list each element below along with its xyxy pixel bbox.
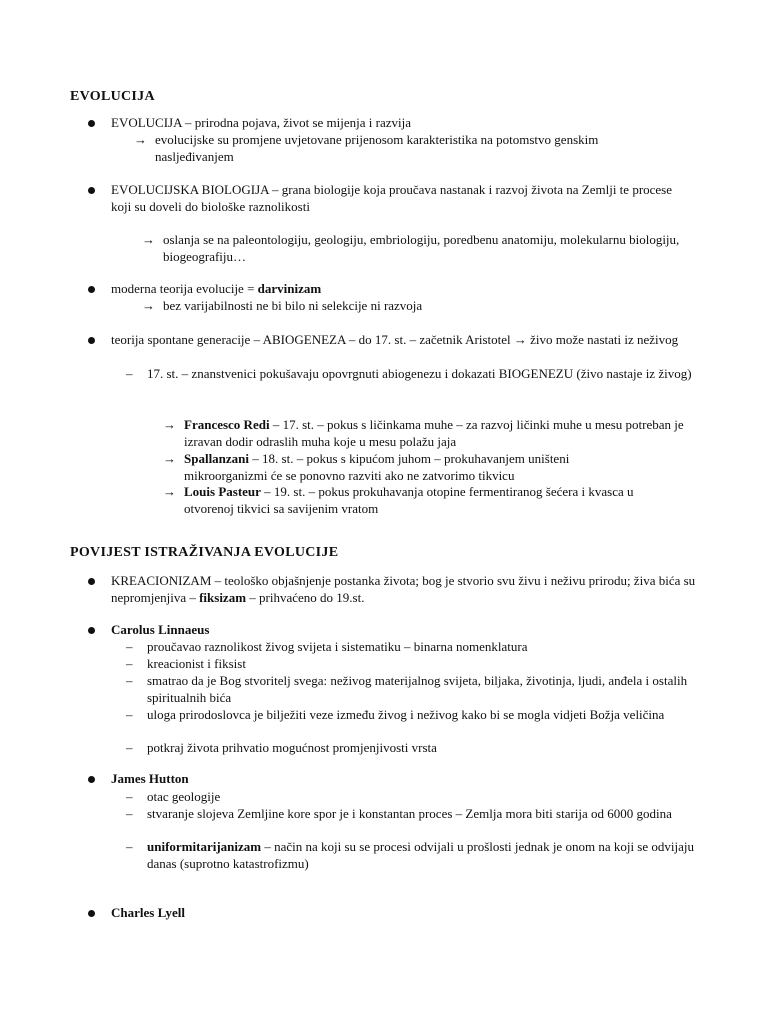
hutton-item: stvaranje slojeva Zemljine kore spor je i konstantan proces – Zemlja mora biti starija od 6000 godina [147,806,672,821]
hutton-item: otac geologije [147,789,221,804]
bullet-evolucijska-biologija: EVOLUCIJSKA BIOLOGIJA – grana biologije koja proučava nastanak i razvoj života na Zemlji te procese koji su doveli do biološke raznolikosti [111,182,673,214]
bullet-dot [88,286,95,293]
redi-name: Francesco Redi [184,417,270,432]
bullet-dot [88,337,95,344]
dash-glyph: – [126,839,133,854]
hutton-item-uniformitarijanizam [147,838,702,872]
arrow-glyph: → [163,417,176,432]
bullet-moderna-teorija [111,280,701,297]
linnaeus-item: uloga prirodoslovca je bilježiti veze između živog i neživog kako bi se mogla vidjeti Božja veličina [147,707,665,722]
linnaeus-item: potkraj života prihvatio mogućnost promjenjivosti vrsta [147,740,437,755]
linnaeus-name: Carolus Linnaeus [111,622,210,637]
arrow-glyph: → [142,298,155,313]
person-linnaeus [111,621,701,638]
spallanzani-text: – 18. st. – pokus s kipućom juhom – prokuhavanjem uništeni mikroorganizmi će se ponovno razviti ako ne zatvorimo tikvicu [184,451,570,483]
person-lyell [111,904,701,921]
arrow-glyph: → [163,451,176,466]
bullet-dot [88,120,95,127]
kreacionizam-text: KREACIONIZAM – teološko objašnjenje postanka života; bog je stvorio svu živu i neživu prirodu; živa bića su nepromjenjiva – [111,573,696,605]
person-hutton [111,770,701,787]
lyell-name: Charles Lyell [111,905,186,920]
bullet-dot [88,187,95,194]
moderna-teorija-text: moderna teorija evolucije = [111,281,258,296]
bullet-dot [88,910,95,917]
bullet-evolucija: EVOLUCIJA – prirodna pojava, život se mijenja i razvija [111,115,412,130]
dash-glyph: – [126,789,133,804]
uniformitarijanizam-text: – način na koji su se procesi odvijali u prošlosti jednak je onom na koji se odvijaju danas (suprotno katastrofizmu) [147,839,694,871]
pasteur-name: Louis Pasteur [184,484,261,499]
dash-glyph: – [126,366,133,381]
bullet-dot [88,776,95,783]
dash-glyph: – [126,656,133,671]
bullet-dot [88,578,95,585]
section-heading-evolucija: EVOLUCIJA [70,89,155,104]
dash-item-biogeneza: 17. st. – znanstvenici pokušavaju opovrgnuti abiogenezu i dokazati BIOGENEZU (živo nastaje iz živog) [147,366,692,381]
linnaeus-item: proučavao raznolikost živog svijeta i sistematiku – binarna nomenklatura [147,639,528,654]
arrow-glyph: → [134,132,147,147]
arrow-item-pasteur [184,483,684,517]
arrow-item-varijabilnost: bez varijabilnosti ne bi bilo ni selekcije ni razvoja [163,298,423,313]
bullet-kreacionizam [111,572,701,606]
bullet-dot [88,627,95,634]
fiksizam-term: fiksizam [199,590,247,605]
linnaeus-item: smatrao da je Bog stvoritelj svega: neživog materijalnog svijeta, biljaka, životinja, ljudi, anđela i ostalih spiritualnih bića [147,673,688,705]
dash-glyph: – [126,639,133,654]
section-heading-povijest: POVIJEST ISTRAŽIVANJA EVOLUCIJE [70,545,339,560]
uniformitarijanizam-term: uniformitarijanizam [147,839,262,854]
arrow-glyph: → [163,484,176,499]
dash-glyph: – [126,740,133,755]
arrow-glyph: → [142,232,155,247]
arrow-item-oslanja [163,231,683,265]
linnaeus-item: kreacionist i fiksist [147,656,246,671]
dash-glyph: – [126,673,133,688]
darvinizam-term: darvinizam [257,281,322,296]
arrow-item-spallanzani [184,450,644,484]
spallanzani-name: Spallanzani [184,451,250,466]
arrow-item-redi [184,416,684,450]
bullet-spontana-generacija: teorija spontane generacije – ABIOGENEZA – do 17. st. – začetnik Aristotel → živo može nastati iz neživog [111,332,679,347]
redi-text: – 17. st. – pokus s ličinkama muhe – za razvoj ličinki muhe u mesu potreban je izravan dodir odraslih muha koje u mesu polažu jaja [184,417,684,449]
hutton-name: James Hutton [111,771,189,786]
pasteur-text: – 19. st. – pokus prokuhavanja otopine fermentiranog šećera i kvasca u otvorenoj tikvici sa savijenim vratom [184,484,634,516]
arrow-item-evolucija: evolucijske su promjene uvjetovane prijenosom karakteristika na potomstvo genskim nasljeđivanjem [155,132,599,164]
dash-glyph: – [126,707,133,722]
dash-glyph: – [126,806,133,821]
kreacionizam-tail: – prihvaćeno do 19.st. [246,590,365,605]
arrow-item-oslanja-text: oslanja se na paleontologiju, geologiju, embriologiju, poredbenu anatomiju, molekularnu biologiju, biogeografiju… [163,232,680,264]
